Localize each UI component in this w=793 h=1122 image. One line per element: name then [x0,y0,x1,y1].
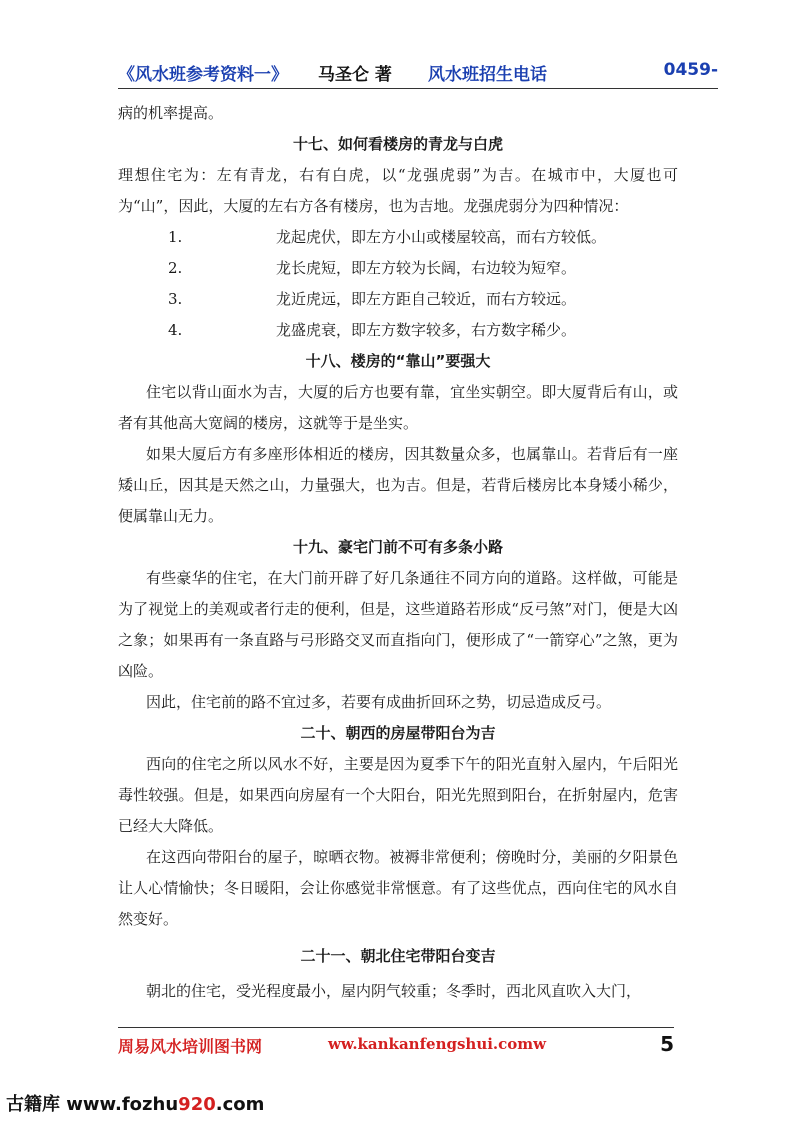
section-heading-19: 十九、豪宅门前不可有多条小路 [292,538,503,556]
book-author: 马圣仑 著 [318,65,392,85]
watermark-url-suffix: .com [215,1094,265,1115]
section-heading-20: 二十、朝西的房屋带阳台为吉 [300,724,496,742]
list-item-text: 龙近虎远，即左方距自己较近，而右方较远。 [276,290,577,308]
list-item-text: 龙起虎伏，即左方小山或楼屋较高，而右方较低。 [276,228,607,246]
list-item-number: 3. [168,290,183,308]
list-item-number: 1. [168,228,183,246]
section-18-paragraph-1: 住宅以背山面水为吉，大厦的后方也要有靠，宜坐实朝空。即大厦背后有山，或者有其他高大宽阔的楼房，这就等于是坐实。 [118,383,678,432]
section-19-paragraph-2: 因此，住宅前的路不宜过多，若要有成曲折回环之势，切忌造成反弓。 [146,693,612,711]
section-heading-18: 十八、楼房的“靠山”要强大 [305,352,491,370]
footer-divider [118,1027,674,1028]
watermark-url-prefix: www.fozhu [66,1094,179,1115]
section-19-paragraph-1: 有些豪华的住宅，在大门前开辟了好几条通往不同方向的道路。这样做，可能是为了视觉上的美观或者行走的便利，但是，这些道路若形成“反弓煞”对门，便是大凶之象；如果再有一条直路与弓形路交叉而直指向门，便形成了“一箭穿心”之煞，更为凶险。 [118,569,678,680]
section-heading-21: 二十一、朝北住宅带阳台变吉 [300,947,496,965]
phone-number: 0459- [663,60,718,80]
section-20-paragraph-2: 在这西向带阳台的屋子，晾晒衣物。被褥非常便利；傍晚时分，美丽的夕阳景色让人心情愉快；冬日暖阳，会让你感觉非常惬意。有了这些优点，西向住宅的风水自然变好。 [118,848,678,928]
list-item [118,315,678,346]
section-20-paragraph-1: 西向的住宅之所以风水不好，主要是因为夏季下午的阳光直射入屋内，午后阳光毒性较强。但是，如果西向房屋有一个大阳台，阳光先照到阳台，在折射屋内，危害已经大大降低。 [118,755,678,835]
section-21-paragraph-1: 朝北的住宅，受光程度最小，屋内阴气较重；冬季时，西北风直吹入大门， [146,982,642,1000]
footer-url: ww.kankanfengshui.comw [328,1035,547,1053]
list-item-text: 龙长虎短，即左方较为长阔，右边较为短窄。 [276,259,577,277]
list-item [118,284,678,315]
page-header [118,58,718,89]
page-footer [118,1034,674,1058]
list-item [118,253,678,284]
section-heading-17: 十七、如何看楼房的青龙与白虎 [292,135,503,153]
book-title: 《风水班参考资料一》 [118,65,288,85]
list-item [118,222,678,253]
list-item-text: 龙盛虎衰，即左方数字较多，右方数字稀少。 [276,321,577,339]
section-17-intro: 理想住宅为：左有青龙，右有白虎，以“龙强虎弱”为吉。在城市中，大厦也可为“山”，因此，大厦的左右方各有楼房，也为吉地。龙强虎弱分为四种情况： [118,166,678,215]
list-item-number: 4. [168,321,183,339]
list-item-number: 2. [168,259,183,277]
page-number: 5 [660,1032,674,1056]
watermark-label: 古籍库 [6,1094,60,1115]
watermark-url-number: 920 [178,1094,216,1115]
footer-site-name: 周易风水培训图书网 [118,1037,263,1056]
section-18-paragraph-2: 如果大厦后方有多座形体相近的楼房，因其数量众多，也属靠山。若背后有一座矮山丘，因其是天然之山，力量强大，也为吉。但是，若背后楼房比本身矮小稀少，便属靠山无力。 [118,445,678,525]
watermark [6,1090,264,1116]
phone-label: 风水班招生电话 [428,65,547,85]
paragraph-continued: 病的机率提高。 [118,104,224,122]
page-content [118,98,678,1007]
